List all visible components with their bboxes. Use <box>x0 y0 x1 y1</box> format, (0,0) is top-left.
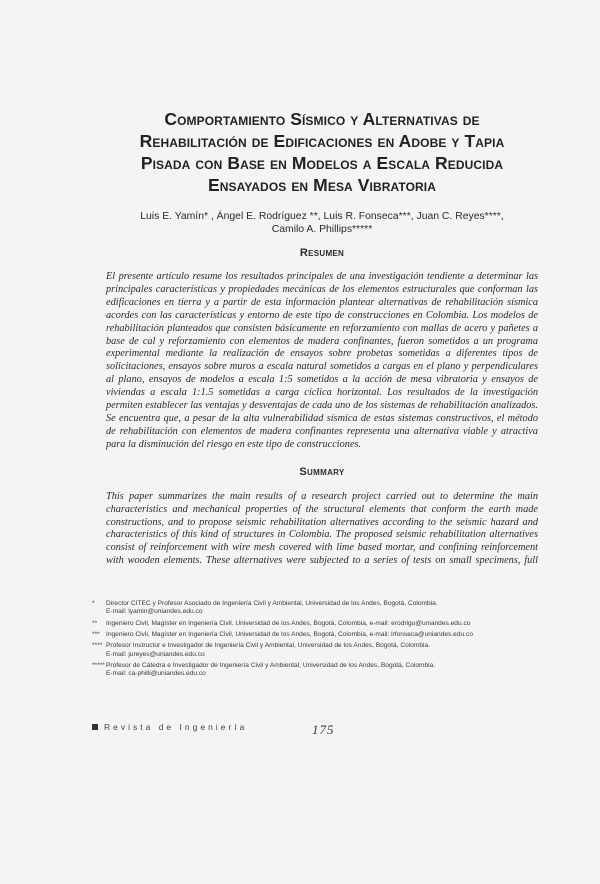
footnote-email: E-mail: jureyes@uniandes.edu.co <box>106 650 205 658</box>
footnote-mark: *** <box>92 630 100 638</box>
footnote-mark: * <box>92 600 95 607</box>
footnote-mark: ***** <box>92 661 105 669</box>
paper-page <box>0 108 600 884</box>
title-line-4: Ensayados en Mesa Vibratoria <box>207 175 436 195</box>
summary-heading: Summary <box>299 465 345 478</box>
summary-text: This paper summarizes the main results of a research project carried out to determine the main characteristics and mechanical properties of the structural elements that conform the earth made constructions, and to propose seismic rehabilitation alternatives according to the seismic hazard and characteristics of this kind of structures in Colombia. The proposed seismic rehabilitation alternatives consist of reinforcement with wire mesh covered with lime based mortar, and confining reinforcement with wooden elements. These alternatives were subjected to a series of tests on small specimens, full <box>106 490 538 567</box>
authors-line-2: Camilo A. Phillips***** <box>271 224 373 235</box>
journal-name: Revista de Ingeniería <box>104 722 248 732</box>
footnote-email: E-mail: lyamin@uniandes.edu.co <box>106 608 203 616</box>
authors-line-1: Luis E. Yamín* , Ángel E. Rodríguez **, Luis R. Fonseca***, Juan C. Reyes****, <box>140 211 504 222</box>
author-list <box>106 210 538 236</box>
footnote-4 <box>92 642 538 658</box>
article-title <box>106 108 538 196</box>
footnote-email: E-mail: ca-philli@uniandes.edu.co <box>106 670 206 678</box>
title-line-1: Comportamiento Sísmico y Alternativas de <box>164 109 480 129</box>
footnote-text: Profesor de Cátedra e Investigador de Ingeniería Civil y Ambiental, Universidad de los Andes, Bogotá, Colombia. <box>106 661 436 669</box>
footnote-text: Profesor Instructor e Investigador de Ingeniería Civil y Ambiental, Universidad de los Andes, Bogotá, Colombia. <box>106 642 430 650</box>
journal-footer <box>92 722 247 732</box>
footnote-text: Director CITEC y Profesor Asociado de Ingeniería Civil y Ambiental, Universidad de los Andes, Bogotá, Colombia. <box>106 600 438 607</box>
footnotes <box>92 600 538 682</box>
resumen-heading: Resumen <box>299 247 345 259</box>
resumen-text: El presente artículo resume los resultados principales de una investigación tendiente a determinar las principales características y propiedades mecánicas de los elementos estructurales que conforman las edificaciones en tierra y a partir de esta información plantear alternativas de rehabilitación sísmica acordes con las características y entorno de este tipo de construcciones en Colombia. Los modelos de rehabilitación planteados que consisten básicamente en reforzamiento con mallas de acero y pañetes a base de cal y reforzamiento con elementos de madera confinantes, fueron sometidos a un programa experimental mediante la realización de ensayos sobre probetas sometidas a diferentes tipos de solicitaciones, ensayos sobre muros a escala natural sometidos a cargas en el plano y perpendiculares al plano, ensayos de modelos a escala 1:5 sometidos a la acción de mesa vibratoria y ensayos de viviendas a escala 1:1.5 sometidas a carga cíclica horizontal. Los resultados de la investigación permiten establecer las ventajas y desventajas de cada uno de los sistemas de rehabilitación analizados. Se encuentra que, a pesar de la alta vulnerabilidad sísmica de estas sistemas constructivos, el método de rehabilitación con elementos de madera confinantes representa una alternativa viable y atractiva para la disminución del riesgo en este tipo de construcciones. <box>106 271 538 450</box>
footnote-mark: ** <box>92 619 98 627</box>
footnote-3 <box>92 630 538 639</box>
footnote-text: Ingeniero Civil, Magíster en Ingeniería Civil, Universidad de los Andes, Bogotá, Colombia, e-mail: lrfonseca@uniandes.edu.co <box>106 630 473 638</box>
title-line-2: Rehabilitación de Edificaciones en Adobe y Tapia <box>139 131 505 151</box>
page-number: 175 <box>312 722 335 737</box>
footnote-mark: **** <box>92 642 103 650</box>
footnote-text: Ingeniero Civil, Magíster en Ingeniería Civil. Universidad de los Andes, Bogotá, Colombia, e-mail: erodrigu@uniandes.edu.co <box>106 619 471 627</box>
footnote-1 <box>92 600 538 616</box>
footer-bullet-icon <box>92 724 98 730</box>
title-line-3: Pisada con Base en Modelos a Escala Reducida <box>140 153 504 173</box>
footnote-5 <box>92 661 538 678</box>
footnote-2 <box>92 619 538 628</box>
